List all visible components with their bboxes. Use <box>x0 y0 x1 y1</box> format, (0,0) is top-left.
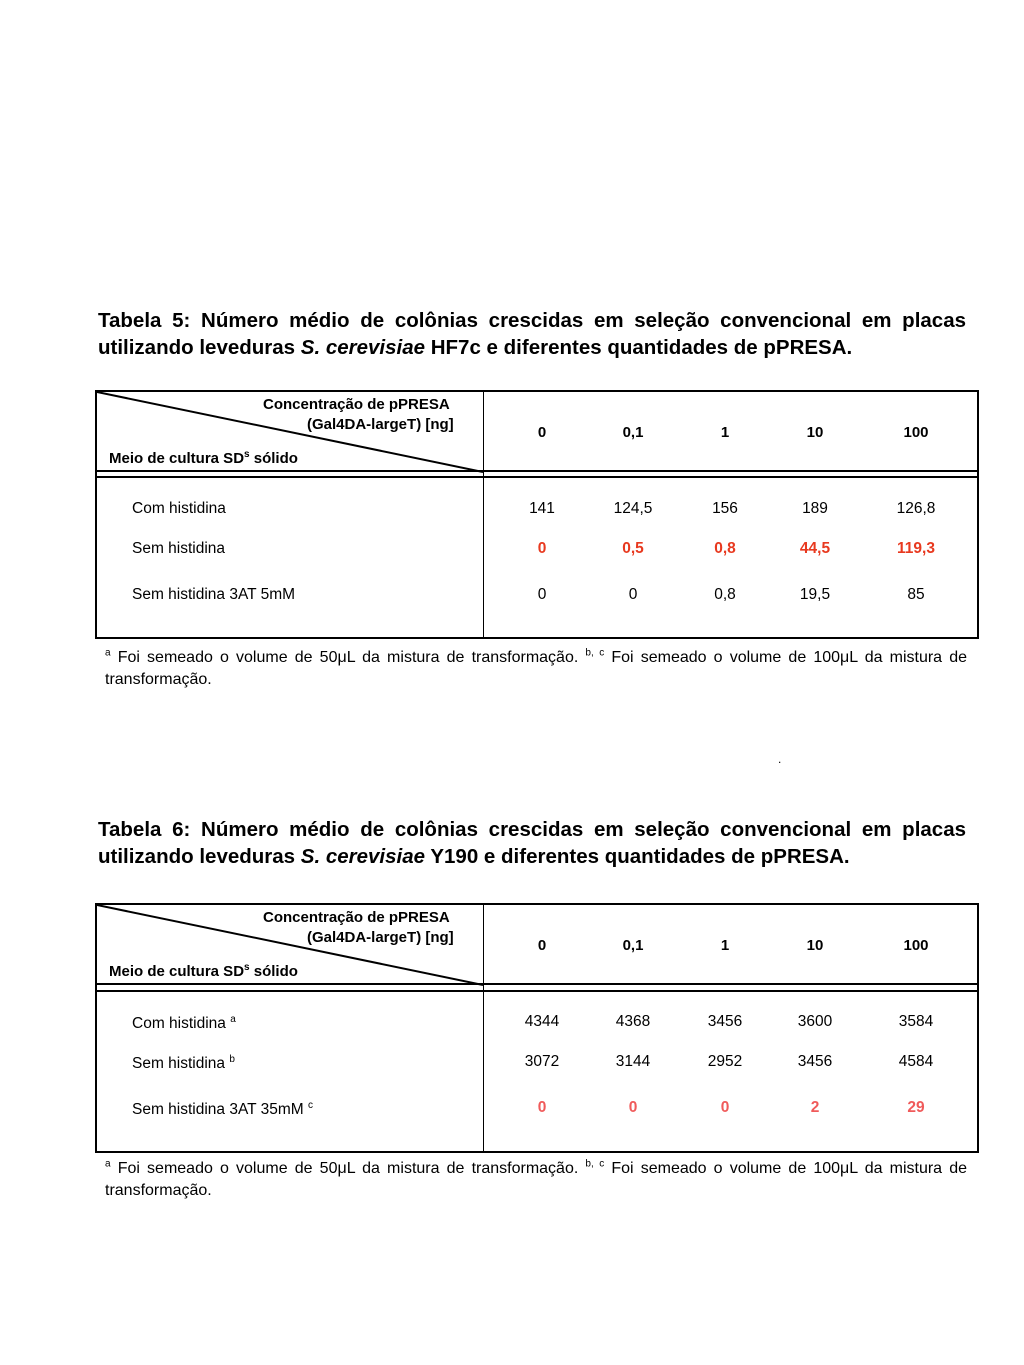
table5-cell: 189 <box>802 500 828 517</box>
table6-footnote: $^a$ Foi semeado o volume de 50μL da mistura de transformação. $^{b, c}$ Foi semeado o volume de 100μL da mistura de transformação. <box>105 1158 968 1199</box>
table6-header-concentration: Concentração de pPRESA <box>263 909 450 926</box>
table5-cell: 126,8 <box>896 500 936 517</box>
table6-column-divider <box>483 905 484 1151</box>
table5-row-label: Com histidina <box>132 500 226 517</box>
table6-cell: 3072 <box>524 1053 560 1070</box>
table5-cell: 0 <box>537 540 547 557</box>
table5-cell: 124,5 <box>613 500 653 517</box>
table5-header-rule <box>97 476 977 478</box>
table6-cell: 29 <box>907 1099 925 1116</box>
table6-cell: 3144 <box>615 1053 651 1070</box>
table5-cell: 44,5 <box>799 540 831 557</box>
table5-cell: 156 <box>712 500 738 517</box>
table5-row-label: Sem histidina 3AT 5mM <box>132 586 296 603</box>
table5-cell: 0,8 <box>714 586 736 603</box>
table6-cell: 0 <box>537 1099 547 1116</box>
table5-footnote: $^a$ Foi semeado o volume de 50μL da mistura de transformação. $^{b, c}$ Foi semeado o volume de 100μL da mistura de transformação. <box>105 647 968 688</box>
table6-cell: 0 <box>628 1099 638 1116</box>
table5-cell: 85 <box>907 586 925 603</box>
table6-cell: 3584 <box>898 1013 934 1030</box>
table5-cell: 141 <box>529 500 555 517</box>
table6-row-label: Com histidina $^a$ <box>132 1013 236 1032</box>
table5-row-label: Sem histidina <box>132 540 226 557</box>
table6 <box>95 903 979 1153</box>
table6-cell: 3600 <box>797 1013 833 1030</box>
table6-row-label: Sem histidina 3AT 35mM $^c$ <box>132 1099 314 1118</box>
table6-header-medium: Meio de cultura $SD^s$ sólido <box>109 962 298 980</box>
table6-cell: 4368 <box>615 1013 651 1030</box>
table5-header-medium: Meio de cultura $SD^s$ sólido <box>109 449 298 467</box>
table6-caption: Tabela 6: Número médio de colônias crescidas em seleção convencional em placas utilizando leveduras S. cerevisiae Y190 e diferentes quantidades de pPRESA. <box>98 818 966 868</box>
table6-cell: 2 <box>810 1099 820 1116</box>
table6-header-concentration-unit: (Gal4DA-largeT) [ng] <box>307 929 454 946</box>
table6-cell: 3456 <box>797 1053 833 1070</box>
table6-column-header: 1 <box>720 937 730 954</box>
table5-caption: Tabela 5: Número médio de colônias crescidas em seleção convencional em placas utilizando leveduras S. cerevisiae HF7c e diferentes quantidades de pPRESA. <box>98 309 966 359</box>
table5-column-header: 0 <box>537 424 547 441</box>
table6-header-rule <box>97 983 977 985</box>
table6-column-header: 100 <box>903 937 929 954</box>
table6-cell: 4344 <box>524 1013 560 1030</box>
table5-cell: 19,5 <box>799 586 831 603</box>
table5-cell: 0,5 <box>622 540 644 557</box>
table5-header-rule <box>97 470 977 472</box>
table6-column-header: 10 <box>806 937 824 954</box>
table5-column-header: 1 <box>720 424 730 441</box>
table6-cell: 4584 <box>898 1053 934 1070</box>
table6-column-header: 0 <box>537 937 547 954</box>
table5-header-concentration: Concentração de pPRESA <box>263 396 450 413</box>
table6-column-header: 0,1 <box>622 937 644 954</box>
table5-column-header: 100 <box>903 424 929 441</box>
table5-cell: 0,8 <box>714 540 736 557</box>
stray-mark: . <box>778 752 782 766</box>
table5-cell: 0 <box>537 586 547 603</box>
table6-row-label: Sem histidina $^b$ <box>132 1053 235 1072</box>
table5-column-header: 0,1 <box>622 424 644 441</box>
table5-header-concentration-unit: (Gal4DA-largeT) [ng] <box>307 416 454 433</box>
table6-cell: 3456 <box>707 1013 743 1030</box>
table5-cell: 119,3 <box>897 540 935 557</box>
table6-cell: 0 <box>720 1099 730 1116</box>
table5-cell: 0 <box>628 586 638 603</box>
table5-column-header: 10 <box>806 424 824 441</box>
table5 <box>95 390 979 639</box>
table5-column-divider <box>483 392 484 637</box>
table6-cell: 2952 <box>707 1053 743 1070</box>
table6-header-rule <box>97 990 977 992</box>
